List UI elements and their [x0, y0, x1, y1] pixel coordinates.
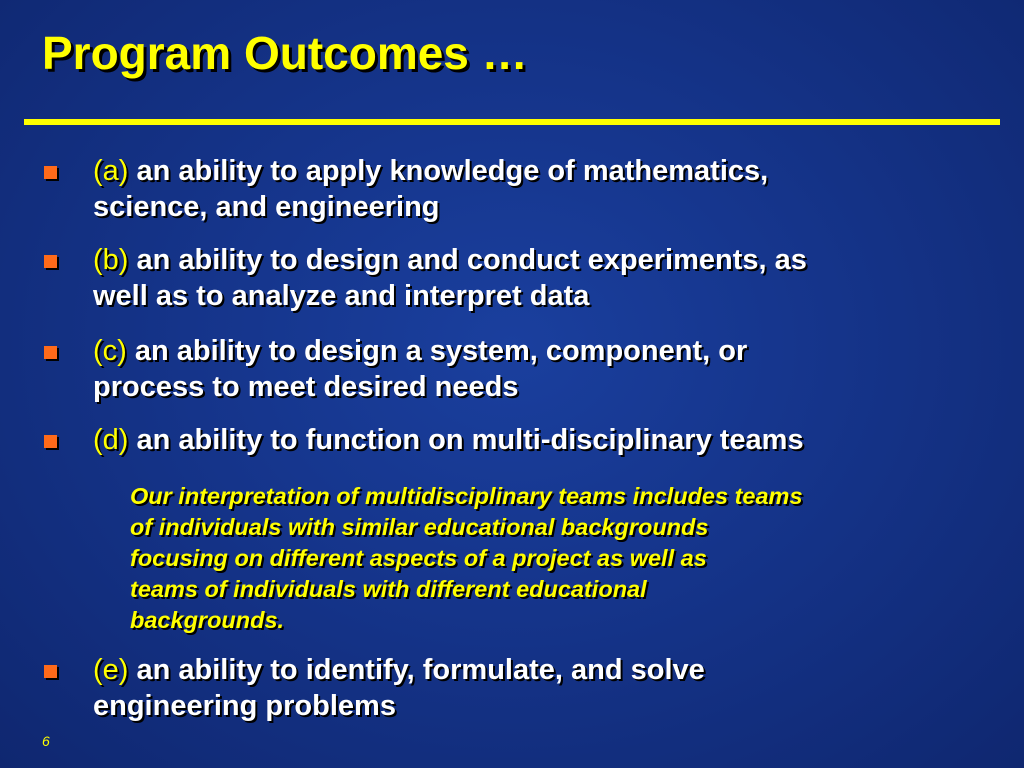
note-line: Our interpretation of multidisciplinary teams includes teams — [130, 483, 803, 509]
outcome-line: well as to analyze and interpret data — [93, 280, 590, 312]
square-bullet-icon — [44, 255, 57, 268]
outcome-line: science, and engineering — [93, 191, 440, 223]
outcome-text — [93, 652, 953, 724]
outcome-line: an ability to apply knowledge of mathematics, — [128, 155, 769, 187]
slide-title: Program Outcomes … — [42, 27, 528, 79]
note-line: of individuals with similar educational backgrounds — [130, 514, 709, 540]
outcome-tag: (e) — [93, 654, 129, 686]
square-bullet-icon — [44, 665, 57, 678]
square-bullet-icon — [44, 346, 57, 359]
outcome-line: an ability to function on multi-disciplinary teams — [128, 424, 804, 456]
note-line: teams of individuals with different educational — [130, 576, 647, 602]
outcome-tag: (a) — [93, 155, 129, 187]
outcome-tag: (c) — [93, 335, 127, 367]
outcome-text — [93, 333, 953, 405]
outcome-line: engineering problems — [93, 690, 396, 722]
outcome-line: an ability to design a system, component, or — [126, 335, 748, 367]
square-bullet-icon — [44, 435, 57, 448]
outcome-text — [93, 242, 953, 314]
note-line: focusing on different aspects of a project as well as — [130, 545, 707, 571]
outcome-text — [93, 153, 953, 225]
outcome-line: an ability to identify, formulate, and solve — [128, 654, 705, 686]
outcome-tag: (b) — [93, 244, 129, 276]
note-line: backgrounds. — [130, 607, 285, 633]
outcome-line: process to meet desired needs — [93, 371, 519, 403]
interpretation-note — [130, 481, 970, 636]
title-divider — [24, 119, 1000, 125]
outcome-line: an ability to design and conduct experiments, as — [128, 244, 807, 276]
square-bullet-icon — [44, 166, 57, 179]
outcome-tag: (d) — [93, 424, 129, 456]
outcome-text — [93, 422, 953, 458]
page-number: 6 — [42, 733, 50, 749]
